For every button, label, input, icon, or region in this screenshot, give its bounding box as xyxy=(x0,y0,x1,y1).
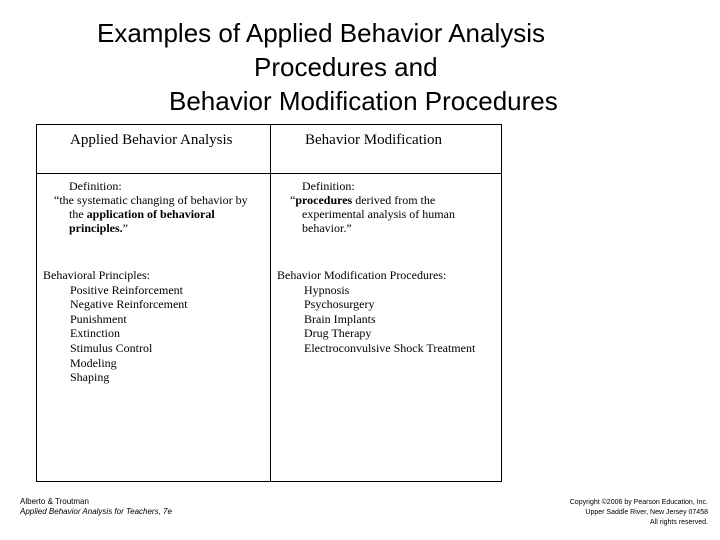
behavioral-principles-list xyxy=(43,268,188,385)
list-item: Drug Therapy xyxy=(304,326,372,341)
behavior-modification-procedures-title: Behavior Modification Procedures: xyxy=(277,268,447,282)
slide-title xyxy=(0,16,720,118)
list-item: Punishment xyxy=(70,311,127,326)
title-line-3: Behavior Modification Procedures xyxy=(169,86,558,116)
list-item: Brain Implants xyxy=(304,311,376,326)
copyright-line-1: Copyright ©2006 by Pearson Education, Inc. xyxy=(569,499,708,506)
footer-copyright xyxy=(570,498,708,528)
header-divider xyxy=(37,173,501,174)
copyright-line-3: All rights reserved. xyxy=(650,519,708,526)
list-item: Shaping xyxy=(70,370,110,385)
footer-book-title: Applied Behavior Analysis for Teachers, 7e xyxy=(20,507,172,516)
list-item: Extinction xyxy=(70,326,120,341)
behavior-modification-procedures-list xyxy=(277,268,475,356)
aba-definition xyxy=(54,179,248,235)
list-item: Hypnosis xyxy=(304,282,350,297)
list-item: Negative Reinforcement xyxy=(70,297,188,312)
aba-definition-line-1: “the systematic changing of behavior by xyxy=(54,193,248,207)
aba-definition-line-3: principles.” xyxy=(69,221,128,235)
copyright-line-2: Upper Saddle River, New Jersey 07458 xyxy=(585,509,708,516)
list-item: Psychosurgery xyxy=(304,297,375,312)
list-item: Electroconvulsive Shock Treatment xyxy=(304,340,476,355)
bm-definition-line-2: experimental analysis of human xyxy=(302,207,455,221)
bm-definition xyxy=(290,179,455,235)
column-divider xyxy=(270,125,271,481)
aba-definition-label: Definition: xyxy=(69,179,122,193)
aba-definition-line-2: the application of behavioral xyxy=(69,207,215,221)
bm-definition-line-1: “procedures derived from the xyxy=(290,193,436,207)
bm-definition-label: Definition: xyxy=(302,179,355,193)
behavioral-principles-title: Behavioral Principles: xyxy=(43,268,150,282)
list-item: Positive Reinforcement xyxy=(70,282,183,297)
list-item: Stimulus Control xyxy=(70,340,153,355)
bm-definition-line-3: behavior.” xyxy=(302,221,352,235)
footer-authors: Alberto & Troutman xyxy=(20,497,89,506)
title-line-1: Examples of Applied Behavior Analysis xyxy=(97,18,546,48)
header-applied-behavior-analysis: Applied Behavior Analysis xyxy=(70,132,233,148)
list-item: Modeling xyxy=(70,355,117,370)
comparison-table xyxy=(36,124,502,482)
footer-citation xyxy=(20,497,172,517)
title-line-2: Procedures and xyxy=(254,52,438,82)
header-behavior-modification: Behavior Modification xyxy=(305,132,443,148)
